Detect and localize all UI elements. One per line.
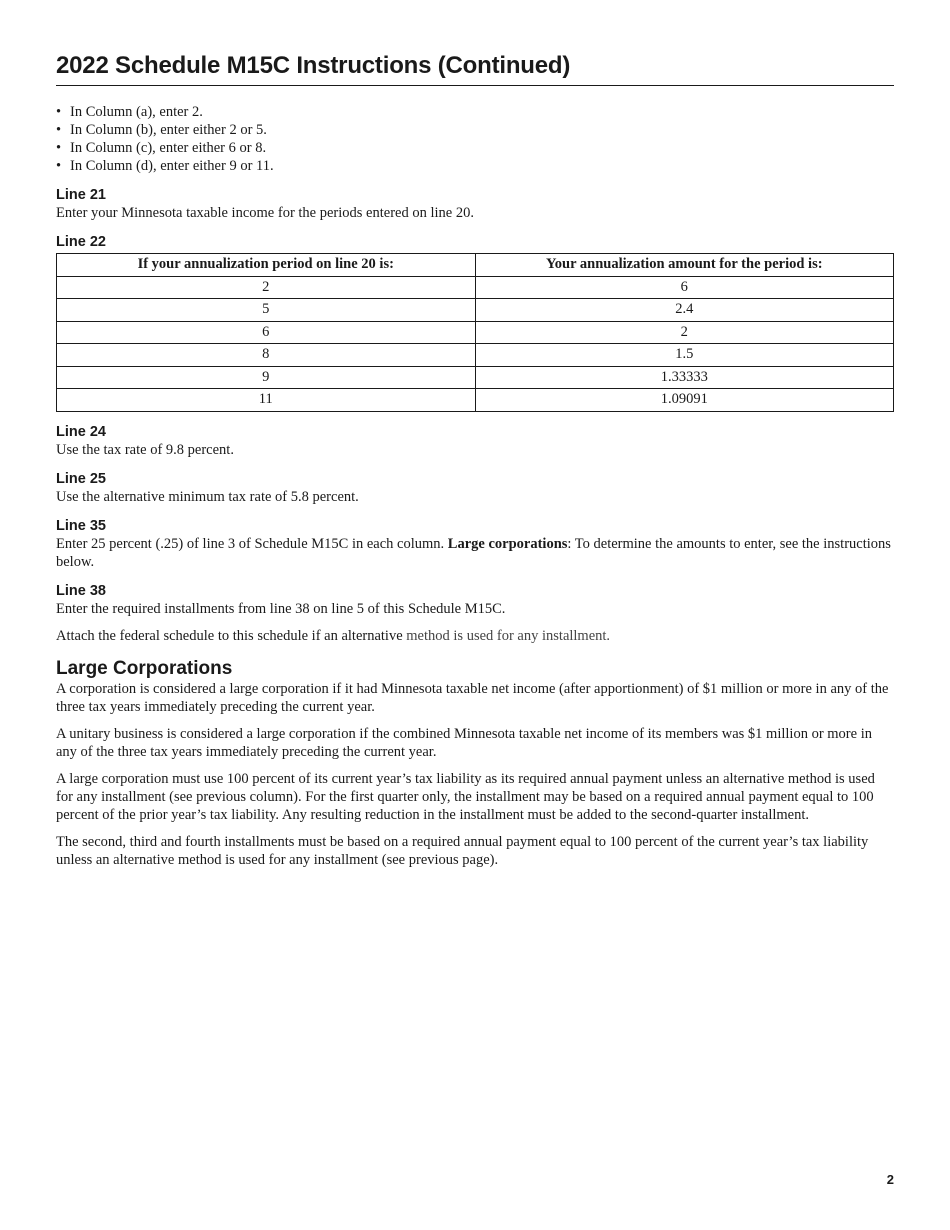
table-row [57, 389, 894, 412]
attach-note-end: method is used for any installment. [406, 627, 611, 644]
large-corp-paragraph: A corporation is considered a large corporation if it had Minnesota taxable net income (after apportionment) of $1 million or more in any of the three tax years immediately preceding the current year. [56, 680, 889, 715]
table-cell: 2.4 [475, 299, 894, 322]
attach-note [56, 627, 894, 645]
line35-text-start: Enter 25 percent (.25) of line 3 of Schedule M15C in each column. [56, 535, 448, 552]
line21-text: Enter your Minnesota taxable income for the periods entered on line 20. [56, 205, 474, 221]
list-item: • In Column (c), enter either 6 or 8. [56, 139, 894, 157]
table-row [57, 276, 894, 299]
list-item: • In Column (a), enter 2. [56, 103, 894, 121]
column-header: If your annualization period on line 20 is: [57, 254, 476, 277]
line38-text: Enter the required installments from line 38 on line 5 of this Schedule M15C. [56, 600, 506, 617]
table-row [57, 366, 894, 389]
table-cell: 9 [57, 366, 476, 389]
table-cell: 2 [57, 276, 476, 299]
page-title: 2022 Schedule M15C Instructions (Continued) [56, 52, 894, 86]
line25-heading: Line 25 [56, 470, 106, 487]
line35-text-end: : To determine the amounts to enter, see the instructions below. [56, 535, 891, 570]
list-item: • In Column (d), enter either 9 or 11. [56, 157, 894, 175]
large-corporations-heading: Large Corporations [56, 657, 233, 679]
line35-heading: Line 35 [56, 517, 106, 534]
line38-heading: Line 38 [56, 582, 106, 599]
page-number: 2 [886, 1172, 894, 1187]
table-cell: 6 [475, 276, 894, 299]
large-corp-paragraph: A large corporation must use 100 percent of its current year’s tax liability as its required annual payment unless an alternative method is used for any installment (see previous column). For the first quarter only, the installment may be based on a required annual payment equal to 100 percent of the prior year’s tax liability. Any resulting reduction in the installment must be added to the second-quarter installment. [56, 770, 875, 823]
table-row [57, 321, 894, 344]
attach-note-start: Attach the federal schedule to this schedule if an alternative [56, 627, 407, 644]
table-cell: 1.09091 [475, 389, 894, 412]
line25-text: Use the alternative minimum tax rate of 5.8 percent. [56, 488, 359, 505]
table-cell: 1.33333 [475, 366, 894, 389]
table-cell: 8 [57, 344, 476, 367]
table-cell: 11 [57, 389, 476, 412]
table-row [57, 299, 894, 322]
table-header-row [57, 254, 894, 277]
line21-heading: Line 21 [56, 187, 106, 203]
line24-heading: Line 24 [56, 423, 106, 440]
column-header: Your annualization amount for the period is: [475, 254, 894, 277]
line22-heading: Line 22 [56, 234, 106, 250]
table-cell: 6 [57, 321, 476, 344]
table-cell: 5 [57, 299, 476, 322]
large-corporations-emphasis: Large corporations [447, 535, 568, 552]
line24-text: Use the tax rate of 9.8 percent. [56, 441, 234, 458]
table-row [57, 344, 894, 367]
large-corp-paragraph: The second, third and fourth installments must be based on a required annual payment equal to 100 percent of the current year’s tax liability unless an alternative method is used for any installment (see previous page). [56, 833, 869, 868]
table-cell: 2 [475, 321, 894, 344]
column-instructions-list [56, 103, 894, 175]
annualization-table [56, 253, 894, 412]
table-cell: 1.5 [475, 344, 894, 367]
document-page [56, 52, 894, 869]
line35-text [56, 535, 894, 571]
list-item: • In Column (b), enter either 2 or 5. [56, 121, 894, 139]
large-corp-paragraph: A unitary business is considered a large corporation if the combined Minnesota taxable net income of its members was $1 million or more in any of the three tax years immediately preceding the current year. [56, 725, 872, 760]
